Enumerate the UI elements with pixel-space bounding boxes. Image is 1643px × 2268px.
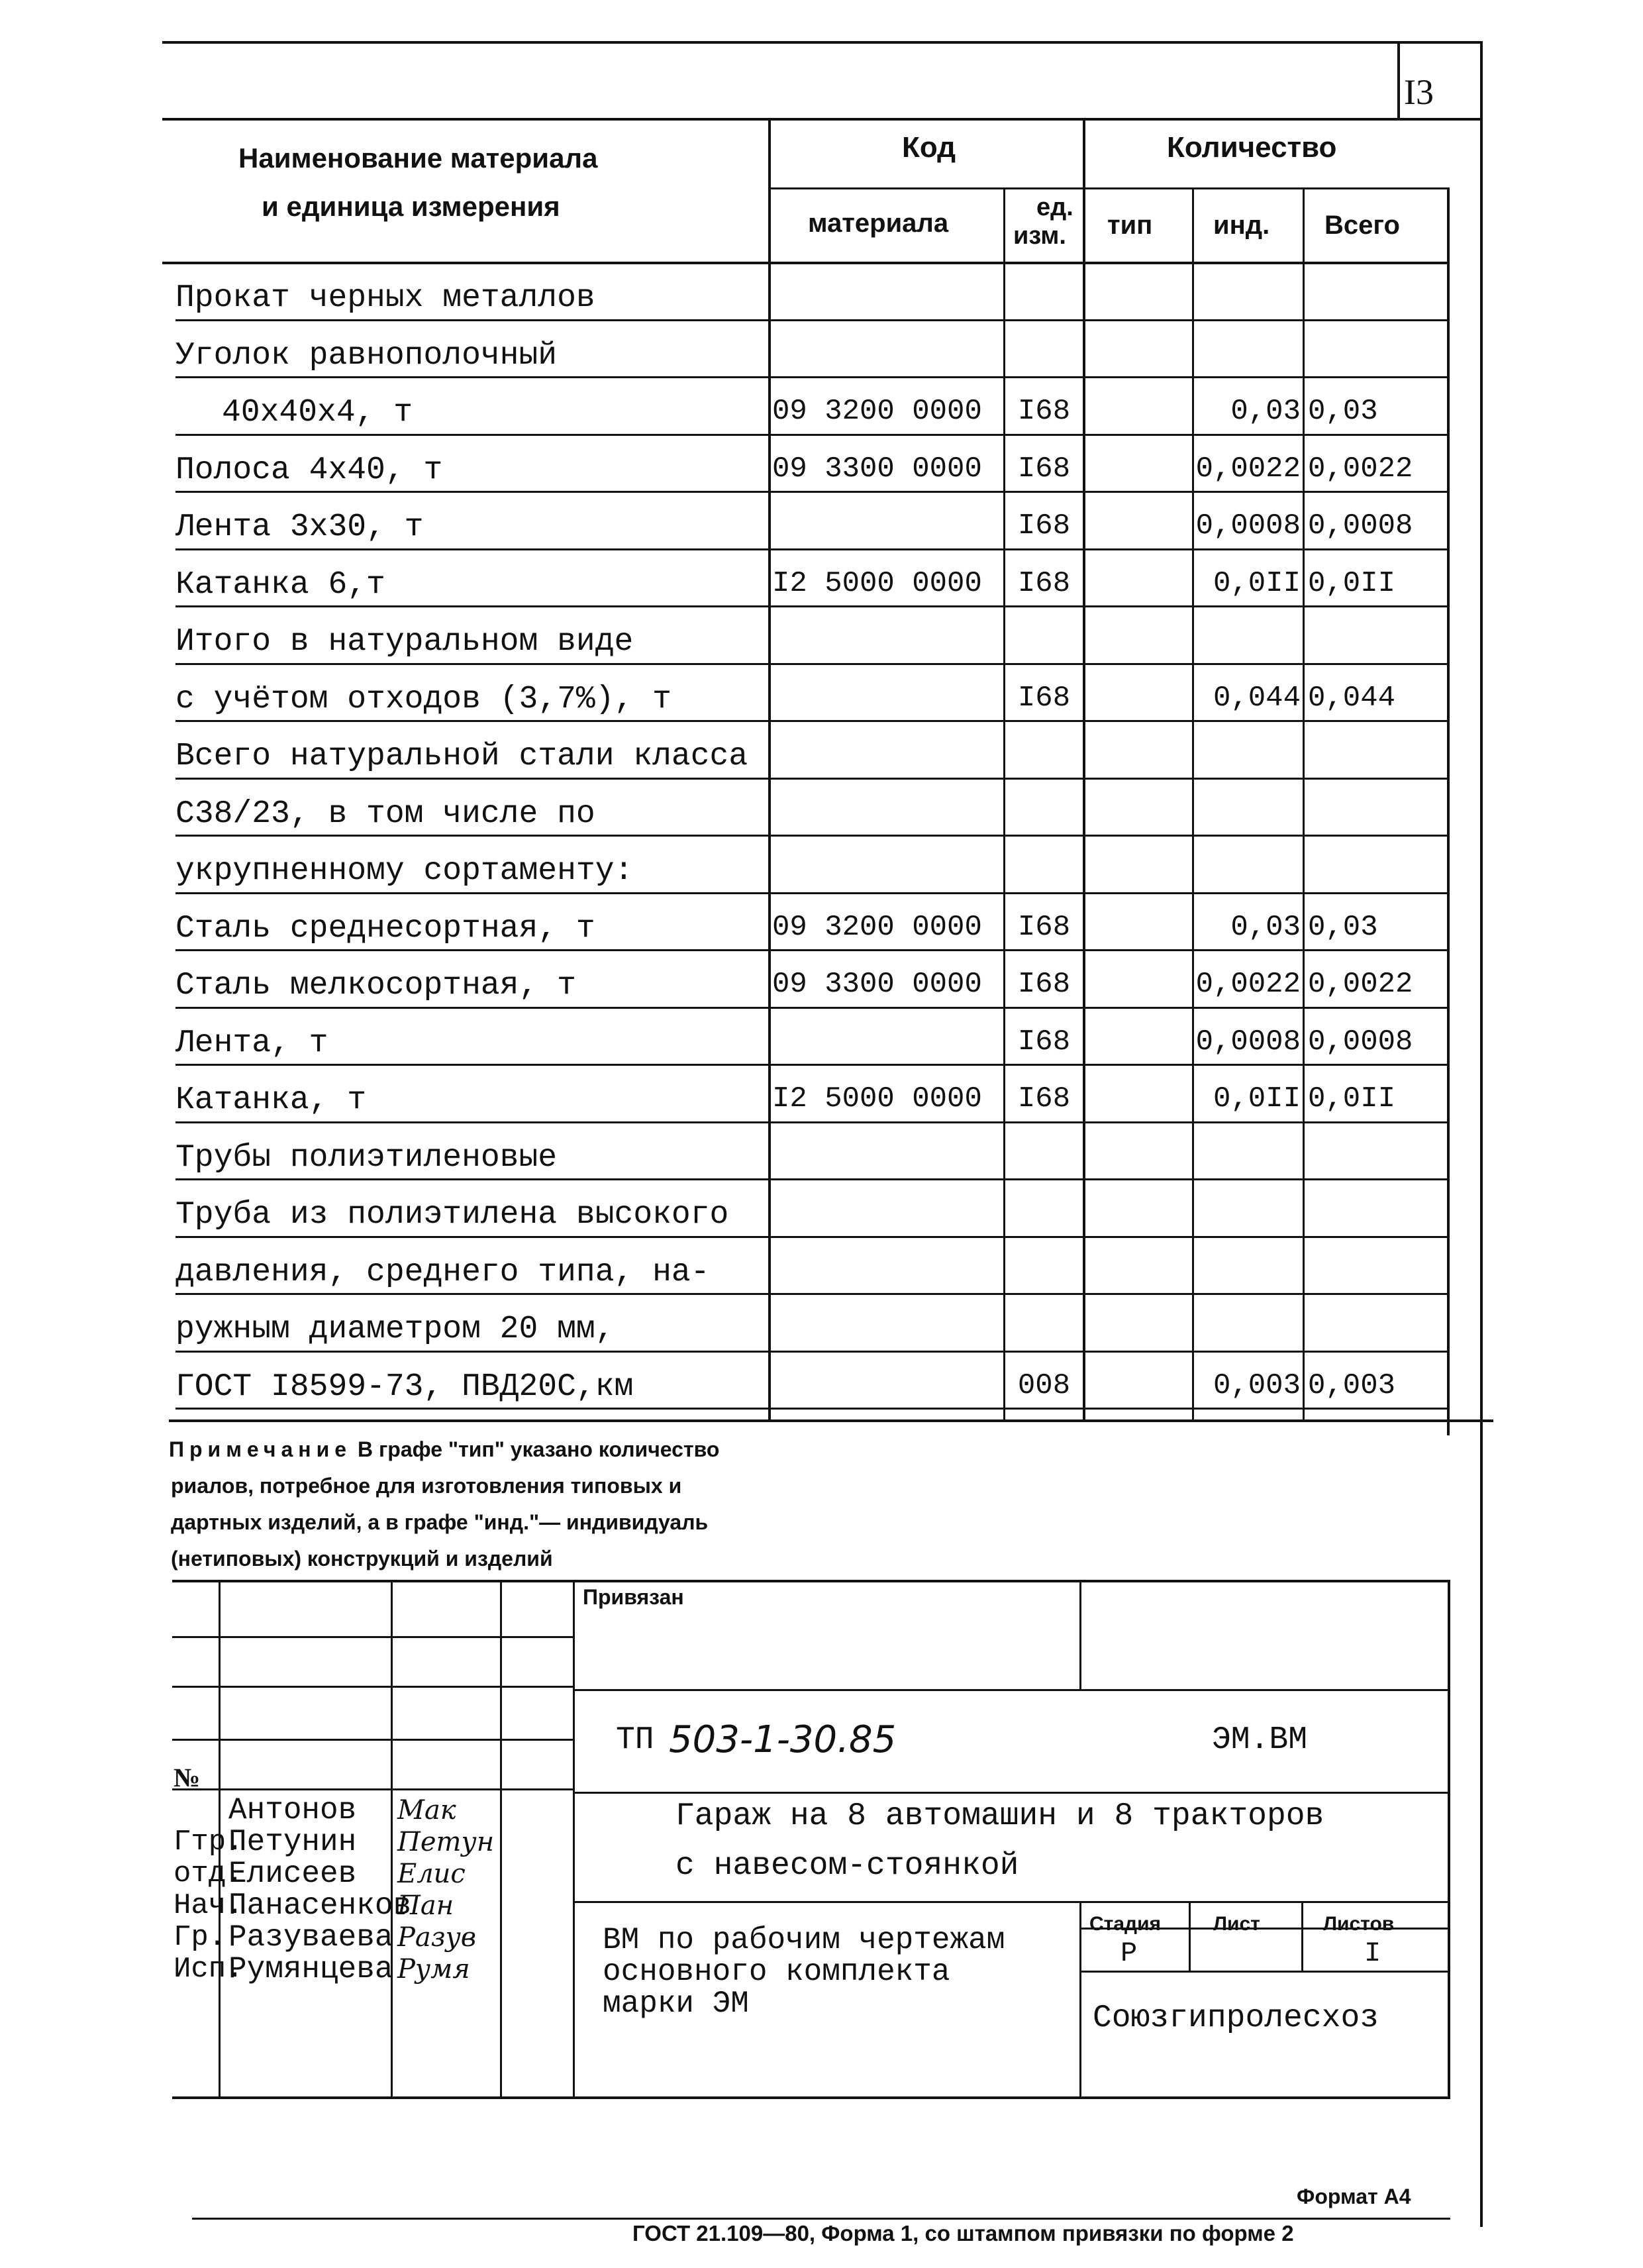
- table-bottom-line: [169, 1419, 1493, 1422]
- row-unit: I68: [1017, 452, 1071, 486]
- row-code: I2 5000 0000: [772, 1082, 982, 1115]
- page-right-border: [1480, 41, 1483, 2227]
- person-signature: Петун: [397, 1827, 495, 1857]
- stamp-row-line-3: [172, 1788, 573, 1790]
- row-ind: 0,0008: [1195, 1025, 1301, 1058]
- row-total: 0,0008: [1308, 509, 1413, 542]
- row-code: 09 3300 0000: [772, 452, 982, 486]
- note-line3: дартных изделий, а в графе "инд."— индивидуаль: [171, 1510, 709, 1534]
- row-name: ГОСТ I8599-73, ПВД20С,км: [175, 1368, 634, 1405]
- row-name: Катанка 6,т: [175, 566, 385, 603]
- row-ind: 0,044: [1213, 681, 1301, 715]
- row-total: 0,044: [1308, 681, 1396, 715]
- table-top-line: [162, 118, 1480, 121]
- row-line: [175, 548, 1447, 550]
- row-line: [175, 319, 1447, 321]
- header-quantity: Количество: [1167, 131, 1337, 164]
- row-total: 0,0022: [1308, 452, 1413, 486]
- row-unit: I68: [1017, 681, 1071, 715]
- sheet-label: Лист: [1213, 1913, 1260, 1935]
- header-code-unit-1: ед.: [1036, 193, 1073, 221]
- row-unit: I68: [1017, 395, 1071, 428]
- row-name: Итого в натуральном виде: [175, 624, 634, 660]
- stamp-col-line-3: [573, 1580, 575, 2096]
- person-role: Гр.: [174, 1921, 226, 1954]
- header-code-material: материала: [808, 209, 949, 238]
- stamp-top-line: [172, 1580, 1450, 1582]
- row-code: 09 3200 0000: [772, 395, 982, 428]
- row-total: 0,0022: [1308, 968, 1413, 1001]
- row-name: Лента 3x30, т: [175, 509, 424, 545]
- row-line: [175, 949, 1447, 951]
- doc-code: ТП: [616, 1722, 654, 1758]
- note-label: Примечание: [169, 1437, 352, 1461]
- note-line1-text: В графе "тип" указано количество: [357, 1437, 720, 1461]
- doc-number-bottom-line: [573, 1792, 1450, 1794]
- row-line: [175, 892, 1447, 894]
- row-unit: I68: [1017, 1082, 1071, 1115]
- stamp-bottom-line: [172, 2096, 1450, 2099]
- row-line: [175, 778, 1447, 780]
- row-unit: I68: [1017, 509, 1071, 542]
- row-total: 0,03: [1308, 395, 1378, 428]
- format-label: Формат А4: [1297, 2185, 1411, 2208]
- header-bottom-line: [162, 262, 1447, 264]
- number-label: №: [174, 1763, 201, 1792]
- stage-col-line-2: [1301, 1901, 1303, 1971]
- person-signature: Румя: [397, 1954, 470, 1984]
- tied-divider: [1079, 1580, 1081, 1689]
- col-code-line: [768, 118, 771, 1422]
- person-name: Разуваева: [228, 1920, 393, 1955]
- row-line: [175, 1121, 1447, 1123]
- person-name: Петунин: [228, 1825, 357, 1859]
- row-name: Прокат черных металлов: [175, 280, 595, 316]
- stage-value: Р: [1120, 1937, 1138, 1969]
- row-line: [175, 835, 1447, 837]
- row-name: Полоса 4x40, т: [175, 452, 443, 488]
- row-ind: 0,03: [1230, 910, 1301, 944]
- header-name-line1: Наименование материала: [238, 142, 598, 174]
- person-name: Елисеев: [228, 1857, 357, 1891]
- stage-label: Стадия: [1089, 1913, 1162, 1935]
- subtitle-line1: ВМ по рабочим чертежам: [603, 1923, 1005, 1957]
- person-signature: Пан: [397, 1890, 454, 1921]
- stamp-col-line-2: [500, 1580, 502, 2096]
- header-qty-ind: инд.: [1213, 211, 1270, 240]
- stamp-row-line-1: [172, 1686, 573, 1688]
- row-name: Всего натуральной стали класса: [175, 739, 748, 774]
- subtitle-line3: марки ЭМ: [603, 1986, 749, 2021]
- stage-col-line-1: [1189, 1901, 1191, 1971]
- row-name: Сталь мелкосортная, т: [175, 968, 576, 1004]
- row-ind: 0,0II: [1213, 566, 1301, 600]
- row-ind: 0,0008: [1195, 509, 1301, 542]
- page-number-box-left: [1397, 41, 1400, 119]
- subtitle-line2: основного комплекта: [603, 1955, 950, 1989]
- row-ind: 0,0022: [1195, 968, 1301, 1001]
- row-line: [175, 720, 1447, 722]
- row-name: 40x40x4, т: [222, 395, 413, 431]
- person-role: Нач.: [174, 1889, 244, 1922]
- row-ind: 0,0022: [1195, 452, 1301, 486]
- stamp-row-line-2: [172, 1739, 573, 1741]
- row-name: С38/23, в том числе по: [175, 796, 595, 832]
- col-right-line: [1447, 187, 1450, 1435]
- row-unit: I68: [1017, 566, 1071, 600]
- row-code: I2 5000 0000: [772, 566, 982, 600]
- stage-values-line: [1079, 1971, 1450, 1973]
- stamp-row-line-0: [172, 1636, 573, 1638]
- person-signature: Мак: [397, 1795, 456, 1826]
- top-border-line: [162, 41, 1480, 44]
- header-qty-type: тип: [1107, 211, 1153, 240]
- standard-label: ГОСТ 21.109—80, Форма 1, со штампом привязки по форме 2: [632, 2221, 1294, 2245]
- stamp-col-line-1: [391, 1580, 393, 2096]
- row-total: 0,0II: [1308, 1082, 1396, 1115]
- row-line: [175, 491, 1447, 493]
- row-line: [175, 1178, 1447, 1180]
- title-line1: Гараж на 8 автомашин и 8 тракторов: [675, 1798, 1324, 1834]
- person-role: отд.: [174, 1857, 244, 1890]
- row-line: [175, 1408, 1447, 1410]
- row-line: [175, 1236, 1447, 1238]
- tied-label: Привязан: [583, 1585, 684, 1609]
- row-unit: I68: [1017, 968, 1071, 1001]
- title-line2: с навесом-стоянкой: [675, 1848, 1019, 1884]
- note-line2: риалов, потребное для изготовления типовых и: [171, 1474, 682, 1498]
- row-name: ружным диаметром 20 мм,: [175, 1312, 615, 1347]
- col-qty-line: [1083, 118, 1085, 1422]
- page-number: I3: [1404, 72, 1434, 112]
- row-total: 0,0II: [1308, 566, 1396, 600]
- header-sub-line: [768, 187, 1447, 189]
- header-code-unit-2: изм.: [1013, 222, 1066, 250]
- row-total: 0,0008: [1308, 1025, 1413, 1058]
- row-ind: 0,003: [1213, 1368, 1301, 1402]
- row-unit: I68: [1017, 910, 1071, 944]
- row-name: давления, среднего типа, на-: [175, 1254, 710, 1290]
- person-name: Румянцева: [228, 1952, 393, 1986]
- row-ind: 0,0II: [1213, 1082, 1301, 1115]
- row-total: 0,003: [1308, 1368, 1396, 1402]
- header-code: Код: [902, 131, 956, 164]
- person-role: Исп.: [174, 1953, 244, 1986]
- row-line: [175, 663, 1447, 665]
- row-name: с учётом отходов (3,7%), т: [175, 681, 672, 717]
- header-name-line2: и единица измерения: [262, 191, 560, 222]
- row-code: 09 3300 0000: [772, 968, 982, 1001]
- tied-bottom-line: [573, 1689, 1450, 1691]
- stamp-right-line: [1448, 1580, 1450, 2096]
- info-divider: [1079, 1901, 1081, 2096]
- row-line: [175, 1351, 1447, 1353]
- person-name: Антонов: [228, 1793, 357, 1828]
- row-line: [175, 1007, 1447, 1009]
- person-signature: Елис: [397, 1859, 466, 1889]
- row-line: [175, 376, 1447, 378]
- row-name: Сталь среднесортная, т: [175, 910, 595, 947]
- row-unit: 008: [1017, 1368, 1071, 1402]
- row-line: [175, 605, 1447, 607]
- doc-mark: ЭМ.ВМ: [1212, 1722, 1308, 1758]
- person-role: Гтр.: [174, 1826, 244, 1859]
- row-unit: I68: [1017, 1025, 1071, 1058]
- row-name: Лента, т: [175, 1025, 328, 1061]
- title-bottom-line: [573, 1901, 1450, 1903]
- doc-number: 503-1-30.85: [669, 1718, 897, 1761]
- header-qty-total: Всего: [1324, 211, 1400, 240]
- organization: Союзгипролесхоз: [1093, 2000, 1379, 2036]
- row-line: [175, 434, 1447, 436]
- note-line1: [169, 1437, 719, 1462]
- row-line: [175, 1293, 1447, 1295]
- row-ind: 0,03: [1230, 395, 1301, 428]
- row-total: 0,03: [1308, 910, 1378, 944]
- row-line: [175, 1064, 1447, 1066]
- row-name: укрупненному сортаменту:: [175, 853, 634, 889]
- person-name: Панасенков: [228, 1888, 412, 1923]
- row-name: Катанка, т: [175, 1082, 367, 1118]
- row-name: Трубы полиэтиленовые: [175, 1139, 558, 1176]
- sheets-value: I: [1364, 1937, 1381, 1969]
- note-line4: (нетиповых) конструкций и изделий: [171, 1547, 553, 1571]
- sheets-label: Листов: [1323, 1913, 1395, 1935]
- row-name: Труба из полиэтилена высокого: [175, 1197, 729, 1233]
- row-code: 09 3200 0000: [772, 910, 982, 944]
- row-name: Уголок равнополочный: [175, 337, 558, 374]
- footer-line: [192, 2218, 1450, 2220]
- person-signature: Разув: [397, 1922, 477, 1953]
